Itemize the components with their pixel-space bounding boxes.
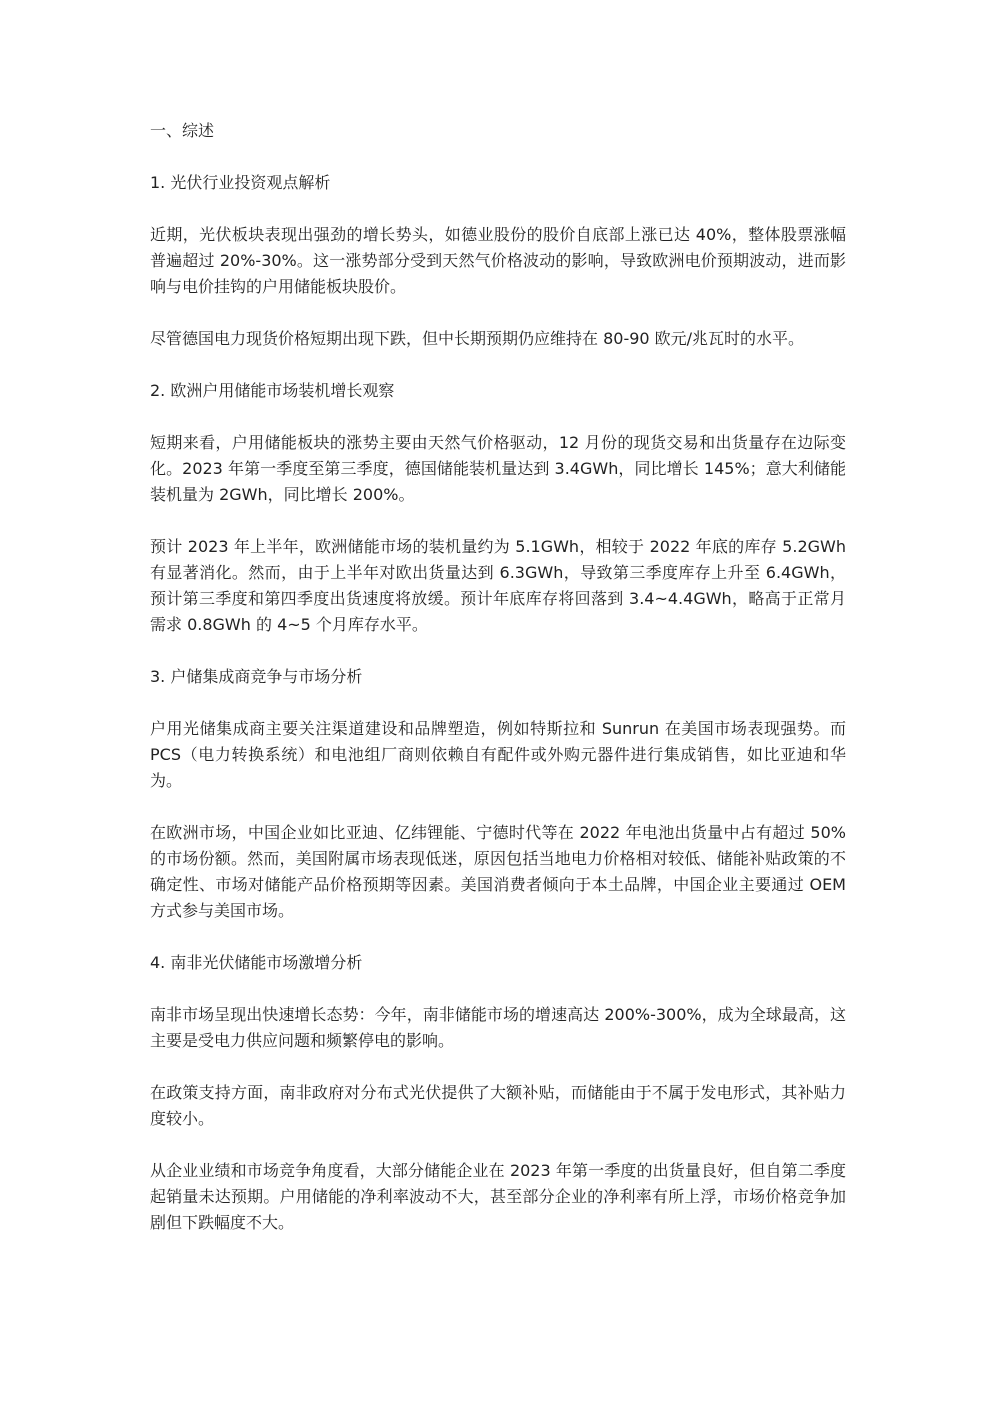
paragraph: 南非市场呈现出快速增长态势：今年，南非储能市场的增速高达 200%-300%，成为全球最高，这主要是受电力供应问题和频繁停电的影响。 bbox=[150, 1005, 846, 1050]
section-heading-pv-investment: 1. 光伏行业投资观点解析 bbox=[150, 173, 331, 192]
section-heading-europe-storage: 2. 欧洲户用储能市场装机增长观察 bbox=[150, 381, 395, 400]
paragraph: 短期来看，户用储能板块的涨势主要由天然气价格驱动，12 月份的现货交易和出货量存在边际变化。2023 年第一季度至第三季度，德国储能装机量达到 3.4GWh，同比增长 145%；意大利储能装机量为 2GWh，同比增长 200%。 bbox=[150, 433, 846, 504]
section-heading-south-africa: 4. 南非光伏储能市场激增分析 bbox=[150, 953, 363, 972]
paragraph: 从企业业绩和市场竞争角度看，大部分储能企业在 2023 年第一季度的出货量良好，但自第二季度起销量未达预期。户用储能的净利率波动不大，甚至部分企业的净利率有所上浮，市场价格竞争加剧但下跌幅度不大。 bbox=[150, 1161, 846, 1232]
section-heading-overview: 一、综述 bbox=[150, 121, 215, 140]
paragraph: 预计 2023 年上半年，欧洲储能市场的装机量约为 5.1GWh，相较于 2022 年底的库存 5.2GWh 有显著消化。然而，由于上半年对欧出货量达到 6.3GWh，导致第三季度库存上升至 6.4GWh，预计第三季度和第四季度出货速度将放缓。预计年底库存将回落到 3.4~4.4GWh，略高于正常月需求 0.8GWh 的 4~5 个月库存水平。 bbox=[150, 537, 846, 634]
document-page bbox=[150, 118, 846, 1262]
paragraph: 近期，光伏板块表现出强劲的增长势头，如德业股份的股价自底部上涨已达 40%，整体股票涨幅普遍超过 20%-30%。这一涨势部分受到天然气价格波动的影响，导致欧洲电价预期波动，进而影响与电价挂钩的户用储能板块股价。 bbox=[150, 225, 846, 296]
paragraph: 尽管德国电力现货价格短期出现下跌，但中长期预期仍应维持在 80-90 欧元/兆瓦时的水平。 bbox=[150, 329, 805, 348]
paragraph: 在欧洲市场，中国企业如比亚迪、亿纬锂能、宁德时代等在 2022 年电池出货量中占有超过 50%的市场份额。然而，美国附属市场表现低迷，原因包括当地电力价格相对较低、储能补贴政策的不确定性、市场对储能产品价格预期等因素。美国消费者倾向于本土品牌，中国企业主要通过 OEM 方式参与美国市场。 bbox=[150, 823, 846, 920]
paragraph: 在政策支持方面，南非政府对分布式光伏提供了大额补贴，而储能由于不属于发电形式，其补贴力度较小。 bbox=[150, 1083, 846, 1128]
section-heading-integrators: 3. 户储集成商竞争与市场分析 bbox=[150, 667, 363, 686]
paragraph: 户用光储集成商主要关注渠道建设和品牌塑造，例如特斯拉和 Sunrun 在美国市场表现强势。而 PCS（电力转换系统）和电池组厂商则依赖自有配件或外购元器件进行集成销售，如比亚迪和华为。 bbox=[150, 719, 846, 790]
